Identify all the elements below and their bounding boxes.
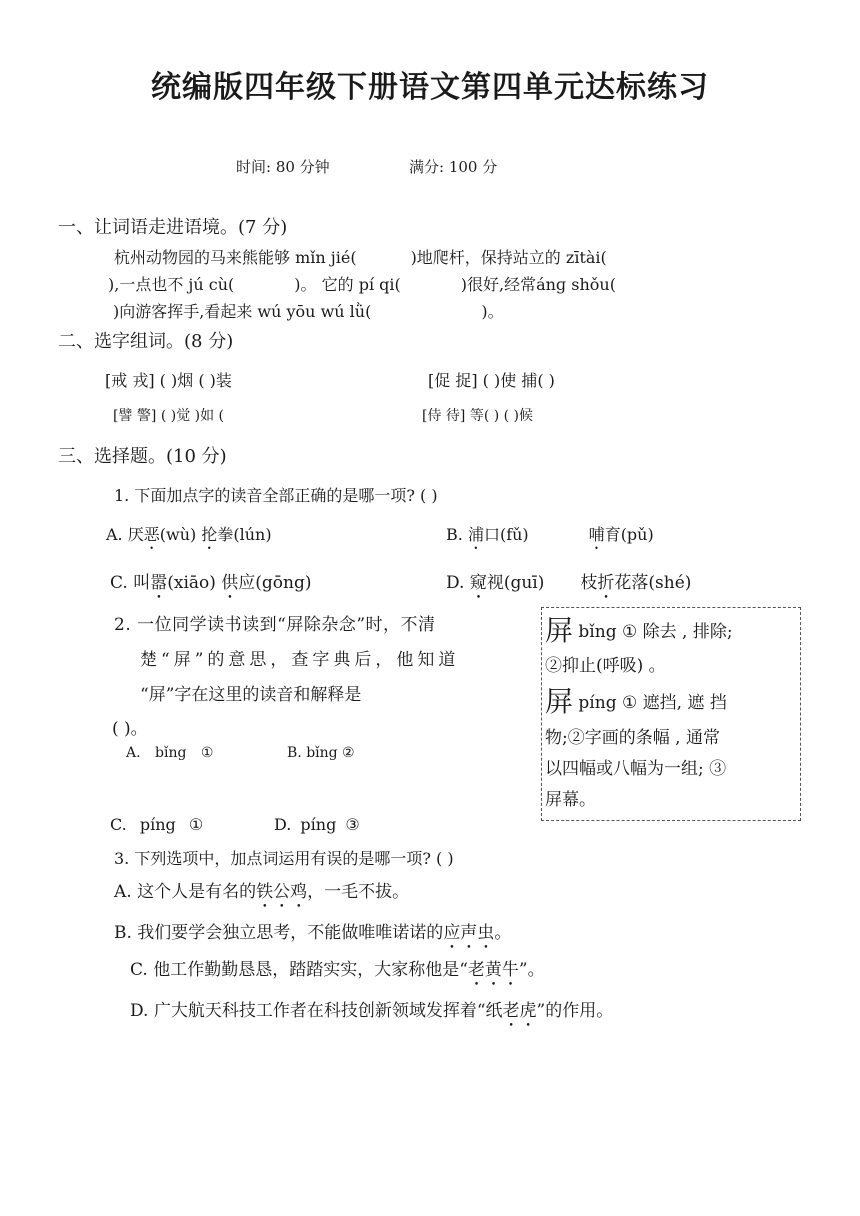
q1-option-a[interactable]: A. 厌恶(wù) 抡拳(lún) xyxy=(106,525,272,544)
exam-full-score: 满分: 100 分 xyxy=(409,158,498,176)
q3-option-b[interactable]: B. 我们要学会独立思考，不能做唯唯诺诺的应声虫。 xyxy=(114,923,512,943)
dict-headword-bing: 屏 xyxy=(545,614,574,647)
q2-option-c[interactable]: C. píng ① xyxy=(110,815,204,834)
q3-option-c[interactable]: C. 他工作勤勤恳恳，踏踏实实，大家称他是“老黄牛”。 xyxy=(130,960,545,980)
question-2-line-4: ( )。 xyxy=(112,719,148,739)
q1-option-c[interactable]: C. 叫嚣(xiāo) 供应(gōng) xyxy=(110,573,312,593)
q3-option-a[interactable]: A. 这个人是有名的铁公鸡，一毛不拔。 xyxy=(114,882,410,902)
dict-headword-ping: 屏 xyxy=(545,685,574,718)
section-3-heading: 三、选择题。(10 分) xyxy=(58,446,227,467)
q2-option-b[interactable]: B. bǐng ② xyxy=(287,745,355,761)
q1-option-b[interactable]: B. 浦口(fǔ) 哺育(pǔ) xyxy=(446,525,654,544)
section-2-heading: 二、选字组词。(8 分) xyxy=(58,331,234,352)
q3-option-d[interactable]: D. 广大航天科技工作者在科技创新领域发挥着“纸老虎”的作用。 xyxy=(130,1001,614,1021)
word-group-4: [侍 待] 等( ) ( )候 xyxy=(422,408,534,424)
dict-entry-bing-line-2: ②抑止(呼吸) 。 xyxy=(545,656,666,676)
page-title: 统编版四年级下册语文第四单元达标练习 xyxy=(151,70,709,105)
question-2-line-2: 楚“屏”的意思，查字典后，他知道 xyxy=(140,650,460,670)
question-3-stem: 3. 下列选项中，加点词运用有误的是哪一项? ( ) xyxy=(114,849,454,868)
exam-time: 时间: 80 分钟 xyxy=(236,158,330,176)
dict-entry-ping-line-4: 屏幕。 xyxy=(545,790,596,810)
dictionary-entry-box xyxy=(541,607,801,821)
q2-option-d[interactable]: D. píng ③ xyxy=(274,815,360,834)
section-1-line-2: ),一点也不 jú cù( )。 它的 pí qi( )很好,经常ánɡ shǒu( xyxy=(108,275,616,294)
dict-entry-ping-line-1: 屏 píng ① 遮挡, 遮 挡 xyxy=(545,685,727,718)
dict-entry-bing-line-1: 屏 bǐng ① 除去 , 排除; xyxy=(545,614,733,647)
dict-entry-ping-line-2: 物;②字画的条幅 , 通常 xyxy=(545,728,720,748)
question-2-line-1: 2. 一位同学读书读到“屏除杂念”时，不清 xyxy=(114,615,436,635)
dict-entry-ping-line-3: 以四幅或八幅为一组; ③ xyxy=(545,759,727,779)
section-1-line-1: 杭州动物园的马来熊能够 mǐn jié( )地爬杆，保持站立的 zītài( xyxy=(114,248,607,267)
word-group-3: [譬 警] ( )觉 )如 ( xyxy=(113,408,225,424)
question-2-line-3: “屏”字在这里的读音和解释是 xyxy=(140,685,362,705)
section-1-line-3: )向游客挥手,看起来 wú yōu wú lǜ( )。 xyxy=(113,302,504,321)
question-1-stem: 1. 下面加点字的读音全部正确的是哪一项? ( ) xyxy=(114,486,438,505)
q1-option-d[interactable]: D. 窥视(guī) 枝折花落(shé) xyxy=(446,573,692,593)
section-1-heading: 一、让词语走进语境。(7 分) xyxy=(58,217,288,238)
word-group-2: [促 捉] ( )使 捕( ) xyxy=(428,371,555,390)
word-group-1: [戒 戎] ( )烟 ( )装 xyxy=(105,371,232,390)
q2-option-a[interactable]: A. bǐng ① xyxy=(126,745,214,761)
